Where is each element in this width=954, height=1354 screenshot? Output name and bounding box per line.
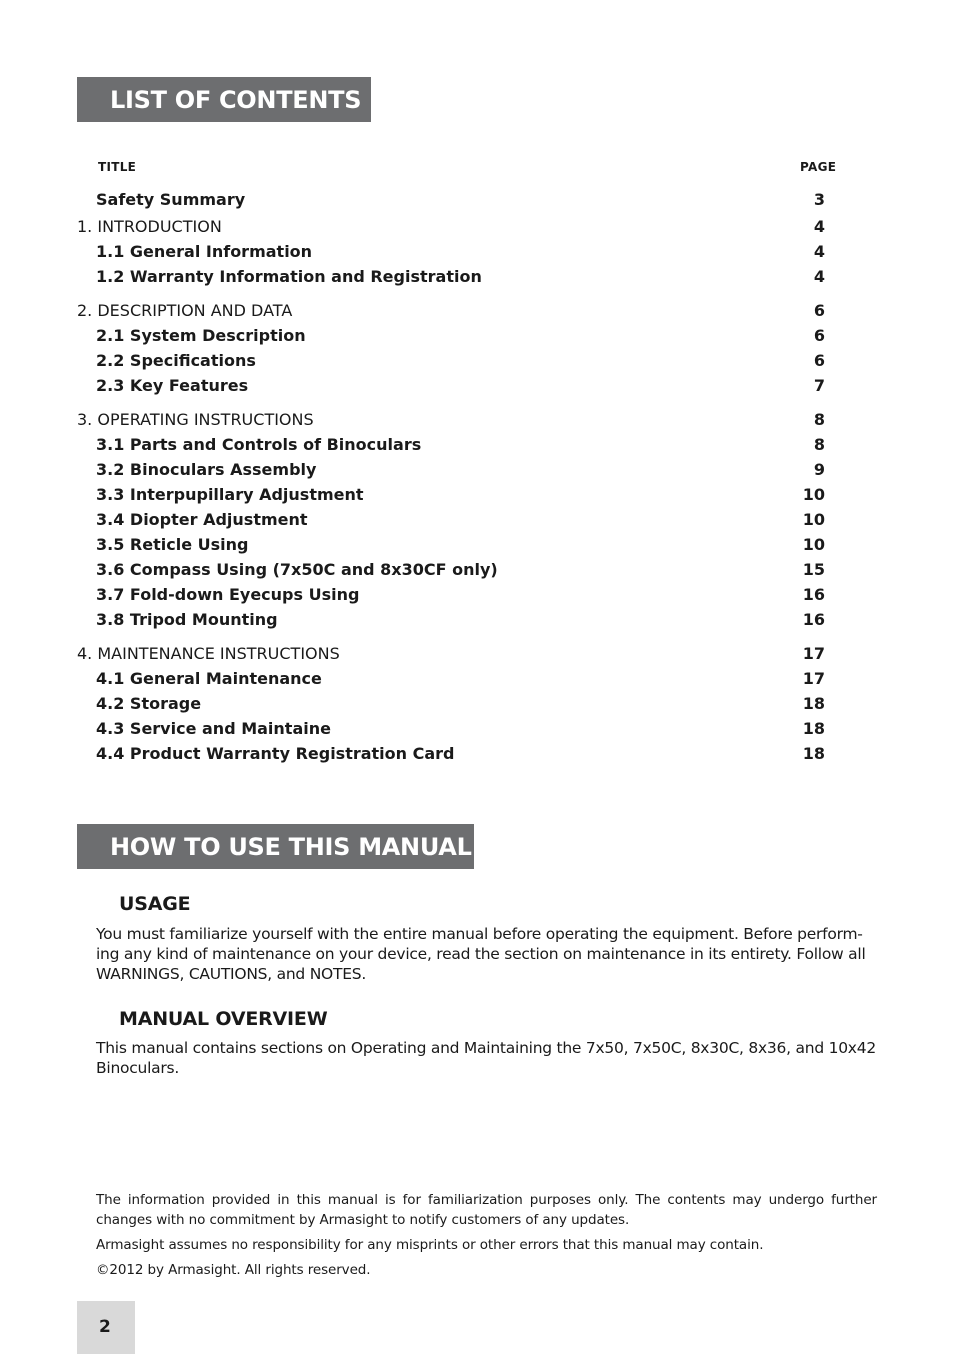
toc-entry-page: 10 — [802, 510, 825, 529]
manual-overview-heading: MANUAL OVERVIEW — [119, 1008, 328, 1030]
toc-entry-label: 4.3 Service and Maintaine — [96, 719, 331, 738]
toc-entry-label: 3.6 Compass Using (7x50C and 8x30CF only) — [96, 560, 498, 579]
toc-entry-page: 10 — [802, 485, 825, 504]
title-column-header: TITLE — [98, 160, 137, 174]
toc-entry-label: 3. OPERATING INSTRUCTIONS — [77, 410, 314, 429]
toc-entry-page: 7 — [813, 376, 825, 395]
toc-entry-page: 6 — [813, 326, 825, 345]
page-number: 2 — [77, 1301, 135, 1354]
toc-entry[interactable] — [77, 532, 837, 557]
toc-entry-label: 1. INTRODUCTION — [77, 217, 222, 236]
toc-entry-label: 3.5 Reticle Using — [96, 535, 249, 554]
toc-entry-page: 4 — [813, 267, 825, 286]
toc-entry-page: 15 — [802, 560, 825, 579]
toc-entry[interactable] — [77, 457, 837, 482]
toc-entry[interactable] — [77, 187, 837, 212]
toc-entry[interactable] — [77, 323, 837, 348]
copyright-text: ©2012 by Armasight. All rights reserved. — [96, 1262, 371, 1278]
toc-entry-page: 18 — [802, 694, 825, 713]
toc-section[interactable] — [77, 407, 837, 432]
toc-entry-label: 2.2 Specifications — [96, 351, 256, 370]
toc-entry-page: 4 — [813, 217, 825, 236]
how-to-use-manual-heading: HOW TO USE THIS MANUAL — [77, 824, 474, 869]
table-of-contents — [77, 187, 837, 766]
toc-entry-label: 3.3 Interpupillary Adjustment — [96, 485, 364, 504]
toc-entry[interactable] — [77, 373, 837, 398]
toc-entry-label: 3.1 Parts and Controls of Binoculars — [96, 435, 422, 454]
toc-entry-label: 2.1 System Description — [96, 326, 306, 345]
toc-entry-label: 2.3 Key Features — [96, 376, 249, 395]
toc-entry[interactable] — [77, 507, 837, 532]
toc-entry-page: 6 — [813, 301, 825, 320]
toc-entry-page: 16 — [802, 610, 825, 629]
toc-entry-label: 1.2 Warranty Information and Registration — [96, 267, 482, 286]
usage-text: You must familiarize yourself with the entire manual before operating the equipment. Before perform-ing any kind of maintenance on your device, read the section on maintenance in its entirety. Follow all WARNINGS, CAUTIONS, and NOTES. — [96, 925, 866, 983]
disclaimer-text: The information provided in this manual is for familiarization purposes only. The contents may undergo further changes with no commitment by Armasight to notify customers of any updates. — [96, 1192, 877, 1228]
toc-entry-label: 4.1 General Maintenance — [96, 669, 322, 688]
toc-entry-label: 4.4 Product Warranty Registration Card — [96, 744, 455, 763]
toc-entry-page: 17 — [802, 644, 825, 663]
toc-entry-page: 6 — [813, 351, 825, 370]
toc-entry-label: 4.2 Storage — [96, 694, 202, 713]
toc-entry[interactable] — [77, 348, 837, 373]
list-of-contents-heading: LIST OF CONTENTS — [77, 77, 371, 122]
toc-entry-label: 3.8 Tripod Mounting — [96, 610, 278, 629]
toc-entry-page: 16 — [802, 585, 825, 604]
toc-entry[interactable] — [77, 432, 837, 457]
page-column-header: PAGE — [800, 160, 837, 174]
toc-entry-page: 18 — [802, 744, 825, 763]
toc-entry[interactable] — [77, 691, 837, 716]
toc-entry-page: 9 — [813, 460, 825, 479]
toc-entry-label: 1.1 General Information — [96, 242, 313, 261]
toc-entry-label: Safety Summary — [96, 190, 246, 209]
usage-heading: USAGE — [119, 893, 191, 915]
toc-entry-label: 3.2 Binoculars Assembly — [96, 460, 317, 479]
toc-entry-page: 8 — [813, 435, 825, 454]
toc-entry[interactable] — [77, 239, 837, 264]
responsibility-text: Armasight assumes no responsibility for any misprints or other errors that this manual may contain. — [96, 1237, 764, 1253]
toc-entry[interactable] — [77, 741, 837, 766]
toc-entry-page: 3 — [813, 190, 825, 209]
toc-entry[interactable] — [77, 666, 837, 691]
toc-entry-page: 10 — [802, 535, 825, 554]
toc-entry[interactable] — [77, 607, 837, 632]
toc-entry[interactable] — [77, 582, 837, 607]
toc-entry[interactable] — [77, 557, 837, 582]
toc-entry[interactable] — [77, 264, 837, 289]
toc-entry-page: 18 — [802, 719, 825, 738]
toc-entry[interactable] — [77, 482, 837, 507]
toc-entry-label: 2. DESCRIPTION AND DATA — [77, 301, 293, 320]
toc-section[interactable] — [77, 641, 837, 666]
toc-section[interactable] — [77, 298, 837, 323]
toc-entry-label: 4. MAINTENANCE INSTRUCTIONS — [77, 644, 340, 663]
toc-entry-label: 3.7 Fold-down Eyecups Using — [96, 585, 360, 604]
toc-entry-page: 4 — [813, 242, 825, 261]
toc-entry[interactable] — [77, 716, 837, 741]
toc-entry-page: 8 — [813, 410, 825, 429]
toc-entry-page: 17 — [802, 669, 825, 688]
toc-entry-label: 3.4 Diopter Adjustment — [96, 510, 308, 529]
toc-section[interactable] — [77, 214, 837, 239]
manual-overview-text: This manual contains sections on Operating and Maintaining the 7x50, 7x50C, 8x30C, 8x36, and 10x42 Binoculars. — [96, 1039, 876, 1077]
